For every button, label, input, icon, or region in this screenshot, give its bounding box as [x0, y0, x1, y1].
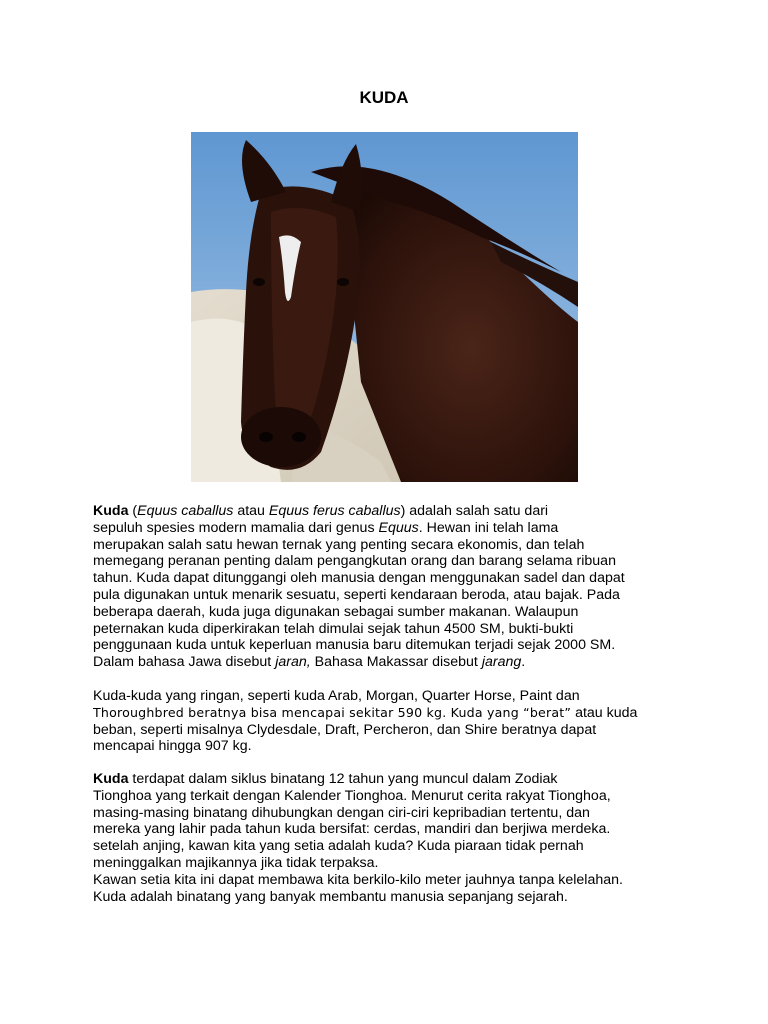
text-line: Kuda adalah binatang yang banyak membantu manusia sepanjang sejarah. [93, 888, 568, 905]
page-title: KUDA [359, 88, 409, 107]
text-line: setelah anjing, kawan kita yang setia adalah kuda? Kuda piaraan tidak pernah [93, 838, 584, 855]
text-line: pula digunakan untuk menarik sesuatu, seperti kendaraan beroda, atau bajak. Pada [93, 586, 620, 603]
text-line: Kuda terdapat dalam siklus binatang 12 tahun yang muncul dalam Zodiak [93, 771, 558, 787]
text-line: tahun. Kuda dapat ditunggangi oleh manusia dengan menggunakan sadel dan dapat [93, 570, 625, 587]
text-line: mencapai hingga 907 kg. [93, 738, 252, 755]
text-line: peternakan kuda diperkirakan telah dimulai sejak tahun 4500 SM, bukti-bukti [93, 620, 574, 637]
scientific-name: Equus ferus caballus [268, 503, 401, 519]
text-line: Thoroughbred beratnya bisa mencapai sekitar 590 kg. Kuda yang “berat” atau kuda [93, 704, 638, 721]
paragraph-zodiac [93, 771, 693, 905]
horse-photo [191, 132, 578, 482]
local-name: jaran, [275, 654, 311, 671]
text-line: memegang peranan penting dalam pengangkutan orang dan barang selama ribuan [93, 553, 616, 570]
text-line: meninggalkan majikannya jika tidak terpaksa. [93, 854, 379, 871]
term-kuda: Kuda [93, 771, 129, 787]
text-line: Tionghoa yang terkait dengan Kalender Tionghoa. Menurut cerita rakyat Tionghoa, [93, 787, 611, 804]
text-line: merupakan salah satu hewan ternak yang penting secara ekonomis, dan telah [93, 536, 585, 553]
text-line: Kuda (Equus caballus atau Equus ferus caballus) adalah salah satu dari [93, 503, 549, 519]
text-line: beban, seperti misalnya Clydesdale, Draft, Percheron, dan Shire beratnya dapat [93, 721, 597, 738]
paragraph-weight [93, 688, 693, 755]
scientific-name: Equus caballus [137, 503, 234, 519]
term-kuda: Kuda [93, 503, 129, 519]
text-line: mereka yang lahir pada tahun kuda bersifat: cerdas, mandiri dan berjiwa merdeka. [93, 821, 611, 838]
text-line: Kawan setia kita ini dapat membawa kita berkilo-kilo meter jauhnya tanpa kelelahan. [93, 871, 623, 888]
text-line: masing-masing binatang dihubungkan dengan ciri-ciri kepribadian tertentu, dan [93, 804, 590, 821]
local-name: jarang [481, 654, 522, 671]
text-line: Dalam bahasa Jawa disebut jaran, Bahasa Makassar disebut jarang. [93, 654, 526, 671]
genus-name: Equus [378, 519, 419, 536]
paragraph-intro [93, 503, 693, 671]
text-line: Kuda-kuda yang ringan, seperti kuda Arab, Morgan, Quarter Horse, Paint dan [93, 688, 580, 704]
text-line: sepuluh spesies modern mamalia dari genus Equus. Hewan ini telah lama [93, 519, 559, 536]
text-line: penggunaan kuda untuk keperluan manusia baru ditemukan terjadi sejak 2000 SM. [93, 637, 616, 654]
text-line: beberapa daerah, kuda juga digunakan sebagai sumber makanan. Walaupun [93, 603, 579, 620]
